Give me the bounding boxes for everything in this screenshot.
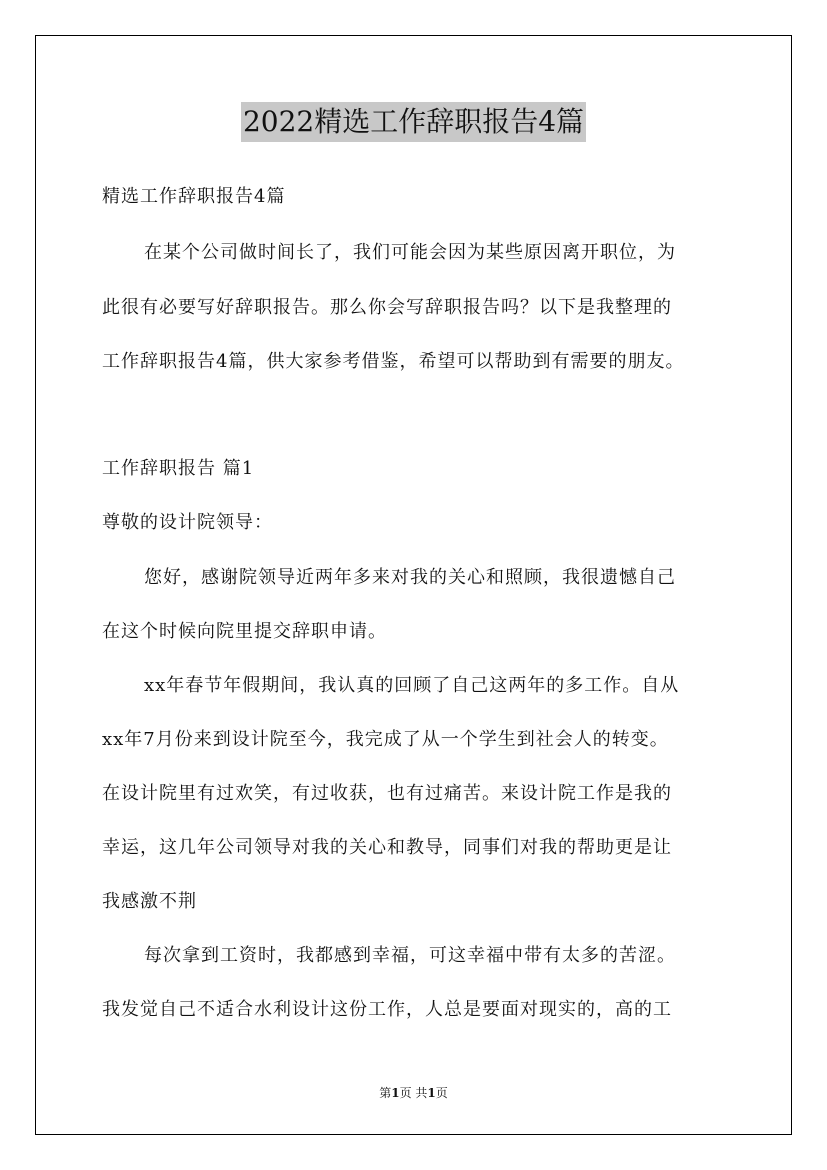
body-line-1: 您好，感谢院领导近两年多来对我的关心和照顾，我很遗憾自己 <box>144 567 676 588</box>
body-line-5: 在设计院里有过欢笑，有过收获，也有过痛苦。来设计院工作是我的 <box>102 783 672 804</box>
body-line-8: 每次拿到工资时，我都感到幸福，可这幸福中带有太多的苦涩。 <box>144 945 676 966</box>
footer-page-total: 1 <box>427 1086 436 1100</box>
footer-prefix: 第 <box>379 1086 392 1100</box>
section-heading: 工作辞职报告 篇1 <box>102 458 255 479</box>
footer-mid: 页 共 <box>399 1086 428 1100</box>
page-footer <box>0 1084 827 1101</box>
footer-page-number: 1 <box>391 1086 400 1100</box>
footer-suffix: 页 <box>435 1086 448 1100</box>
intro-line-3: 工作辞职报告4篇，供大家参考借鉴，希望可以帮助到有需要的朋友。 <box>102 351 685 372</box>
subtitle: 精选工作辞职报告4篇 <box>102 186 286 207</box>
salutation: 尊敬的设计院领导： <box>102 512 273 533</box>
body-line-4: xx年7月份来到设计院至今，我完成了从一个学生到社会人的转变。 <box>102 729 669 750</box>
body-line-3: xx年春节年假期间，我认真的回顾了自己这两年的多工作。自从 <box>144 675 680 696</box>
body-line-7: 我感激不荆 <box>102 891 197 912</box>
intro-line-2: 此很有必要写好辞职报告。那么你会写辞职报告吗？以下是我整理的 <box>102 297 672 318</box>
document-title: 2022精选工作辞职报告4篇 <box>241 102 586 142</box>
intro-line-1: 在某个公司做时间长了，我们可能会因为某些原因离开职位，为 <box>144 242 676 263</box>
body-line-9: 我发觉自己不适合水利设计这份工作，人总是要面对现实的，高的工 <box>102 999 672 1020</box>
body-line-2: 在这个时候向院里提交辞职申请。 <box>102 621 387 642</box>
title-container <box>0 102 827 142</box>
body-line-6: 幸运，这几年公司领导对我的关心和教导，同事们对我的帮助更是让 <box>102 837 672 858</box>
